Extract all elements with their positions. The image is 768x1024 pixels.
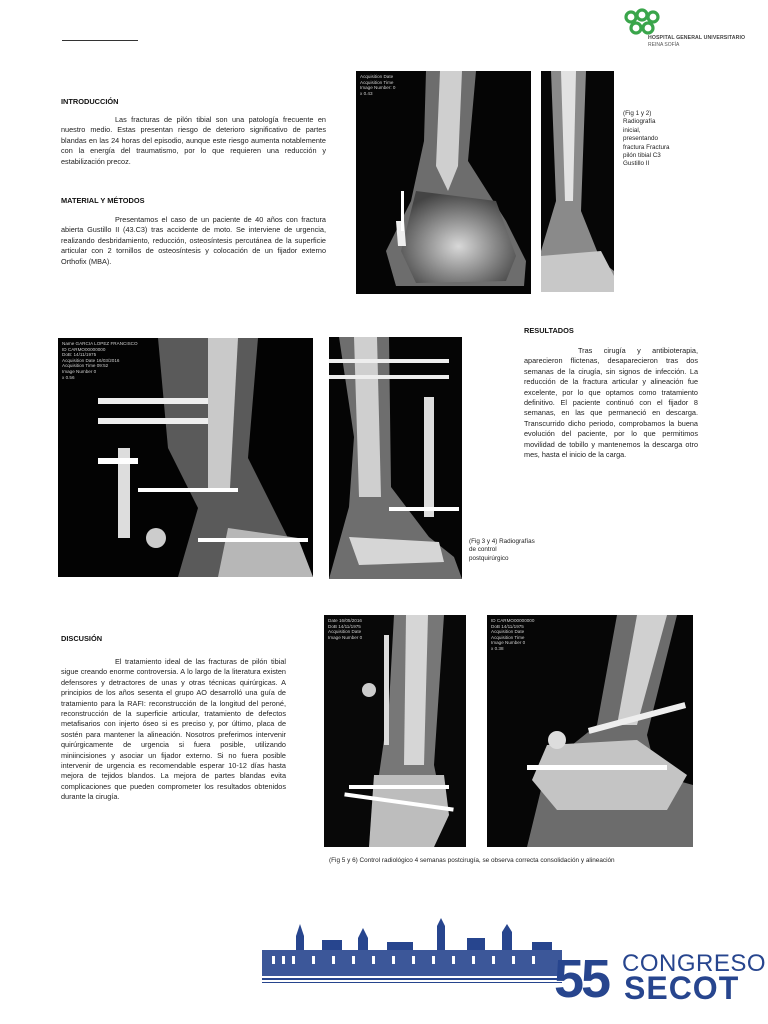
intro-heading: INTRODUCCIÓN bbox=[61, 97, 119, 106]
caption-line: (Fig 3 y 4) Radiografías bbox=[469, 538, 535, 545]
xray-label: DoB: 14/11/1975 bbox=[62, 352, 97, 358]
intro-text-body: Las fracturas de pilón tibial son una patología frecuente en nuestro medio. Estas presentan riesgo de deterioro significativo de partes blandas en las 24 horas del episodio, aunque este riesgo aumenta notablemente con la energía del traumatismo, por lo que requieren una reducción y estabilización precoz. bbox=[61, 115, 326, 166]
xray-label: x 0.43 bbox=[360, 90, 373, 96]
xray-fig2 bbox=[541, 71, 614, 292]
caption-line: (Fig 1 y 2) bbox=[623, 110, 652, 117]
xray-label: Image Number 0 bbox=[491, 640, 526, 646]
results-heading: RESULTADOS bbox=[524, 326, 574, 335]
caption-line: postquirúrgico bbox=[469, 554, 509, 562]
results-text-body: Tras cirugía y antibioterapia, aparecieron flictenas, desaparecieron tras dos semanas de la cirugía, sin signos de infección. La reducción de la fractura articular y alineación fue excelente, por lo que optamos como tratamiento definitivo. El paciente continuó con el fijador 8 semanas, en las que permaneció en descarga. Transcurrido dicho periodo, comprobamos la buena evolución del paciente, por lo que permitimos movilidad de tobillo y mantenemos la descarga otro mes, hasta el inicio de la carga. bbox=[524, 346, 698, 460]
xray-label: Acquisition Time 09:52 bbox=[62, 363, 109, 369]
hospital-name: HOSPITAL GENERAL UNIVERSITARIO bbox=[648, 35, 746, 41]
discussion-heading: DISCUSIÓN bbox=[61, 634, 103, 643]
congress-word: CONGRESO bbox=[622, 950, 767, 977]
xray-label: Acquisition Date 16/03/2016 bbox=[62, 357, 120, 363]
xray-label: Image Number 0 bbox=[62, 368, 97, 374]
discussion-text-body: El tratamiento ideal de las fracturas de pilón tibial sigue creando enorme controversia. A lo largo de la literatura existen defensores y detractores de unas y otras técnicas quirúrgicas. A principios de los años sesenta el grupo AO desarrolló una guía de tratamiento para la RAFI: reconstrucción de la longitud del peroné, reconstrucción de la superficie articular, tratamiento de defectos metafisarios con injerto óseo si es preciso y, por último, placa de sostén para mantener la alineación. Nosotros preferimos intervenir quirúrgicamente de urgencia si fuera posible, utilizando miniincisiones y asociar un fijador externo. Si no fuera posible intervenir de urgencia es recomendable esperar 10-12 días hasta mejora de tejidos blandos. La mejora de partes blandas evita complicaciones que pueden comprometer los resultados obtenidos durante la cirugía. bbox=[61, 657, 286, 802]
caption-fig12 bbox=[623, 110, 703, 169]
xray-label: Acquisition Date bbox=[328, 629, 362, 635]
caption-line: pilón tibial C3 bbox=[623, 152, 661, 160]
congress-footer bbox=[262, 916, 768, 1024]
caption-line: Gustillo II bbox=[623, 160, 650, 168]
xray-label: Date 16/05/2016 bbox=[328, 618, 362, 623]
xray-fig4 bbox=[329, 337, 462, 579]
methods-heading: MATERIAL Y MÉTODOS bbox=[61, 196, 145, 205]
xray-label: ID CARMO00000000 bbox=[62, 346, 106, 352]
results-text bbox=[524, 346, 698, 460]
xray-fig1 bbox=[356, 71, 531, 294]
title-rule bbox=[62, 40, 138, 41]
xray-fig6 bbox=[487, 615, 693, 847]
xray-label: x 0.56 bbox=[62, 374, 75, 380]
xray-label: Image Number 0 bbox=[328, 634, 363, 640]
methods-text bbox=[61, 215, 326, 267]
city-skyline-icon bbox=[262, 916, 562, 1024]
xray-label: DoB 14/11/1975 bbox=[491, 623, 524, 629]
xray-fig5 bbox=[324, 615, 466, 847]
methods-text-body: Presentamos el caso de un paciente de 40 años con fractura abierta Gustillo II (43.C3) tras accidente de moto. Se interviene de urgencia, realizando desbridamiento, reducción, osteosíntesis percutánea de la superficie articular con 2 tornillos de osteosíntesis y colocación de un fijador externo Orthofix (MBA). bbox=[61, 215, 326, 266]
xray-label: DoB 14/11/1975 bbox=[328, 623, 361, 629]
xray-label: Name GARCIA LOPEZ FRANCISCO bbox=[62, 341, 138, 346]
xray-label: Acquisition Time bbox=[491, 634, 525, 640]
caption-line: fractura Fractura bbox=[623, 143, 670, 151]
hospital-logo-icon bbox=[622, 8, 662, 38]
caption-line: Radiografía bbox=[623, 118, 656, 126]
xray-fig3 bbox=[58, 338, 313, 577]
discussion-text bbox=[61, 657, 286, 803]
xray-label: ID CARMO00000000 bbox=[491, 618, 535, 623]
intro-text bbox=[61, 115, 326, 167]
caption-fig34 bbox=[469, 538, 569, 563]
xray-label: Acquisition Time bbox=[360, 79, 394, 85]
congress-number: 55 bbox=[554, 949, 609, 1009]
caption-line: presentando bbox=[623, 135, 659, 143]
caption-fig56: (Fig 5 y 6) Control radiológico 4 semanas postcirugía, se observa correcta consolidación y alineación bbox=[329, 857, 615, 864]
congress-org: SECOT bbox=[624, 970, 740, 1006]
caption-line: de control bbox=[469, 546, 497, 554]
xray-label: Image Number: 0 bbox=[360, 85, 396, 91]
hospital-subname: REINA SOFÍA bbox=[648, 42, 680, 48]
caption-line: inicial, bbox=[623, 126, 641, 134]
hospital-logo bbox=[622, 8, 766, 56]
xray-label: Acquisition Date bbox=[360, 74, 394, 79]
xray-label: Acquisition Date bbox=[491, 629, 525, 635]
xray-label: x 0.38 bbox=[491, 645, 504, 651]
